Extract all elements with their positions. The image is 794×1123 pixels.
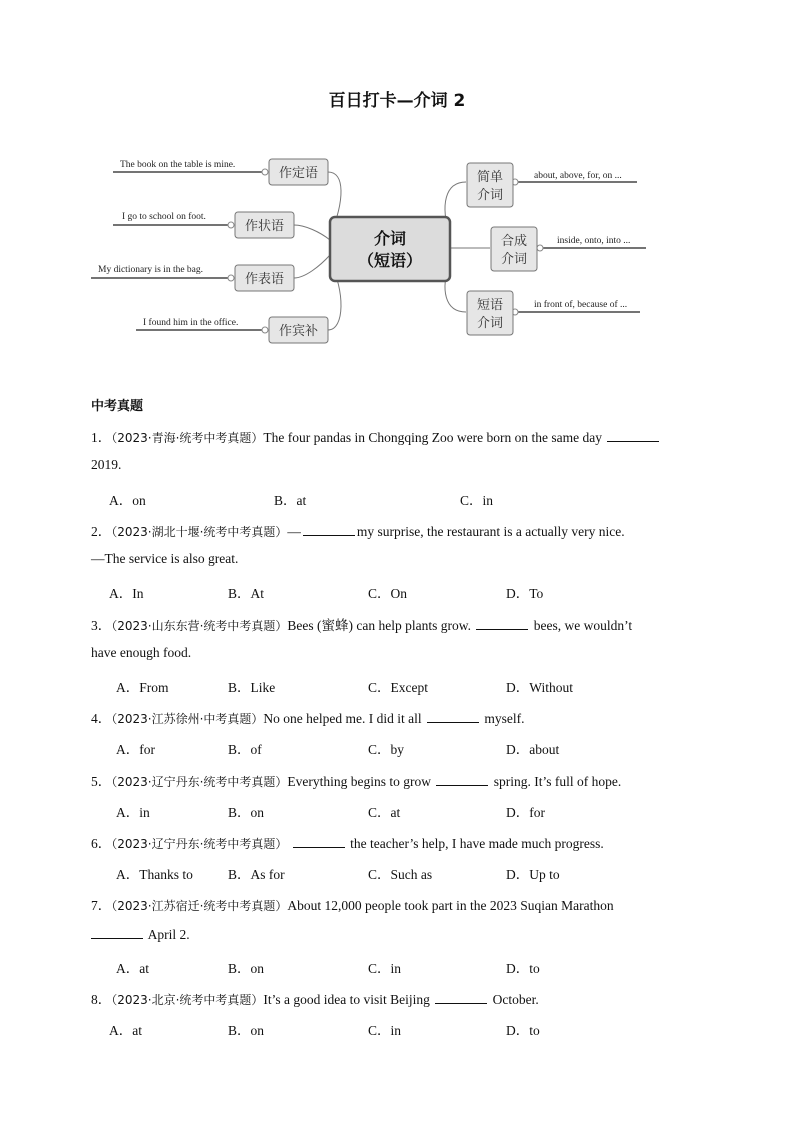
option-a[interactable]: A．Thanks to (116, 867, 193, 882)
question-source: （2023·辽宁丹东·统考中考真题） (111, 837, 288, 851)
question-stem-pre: About 12,000 people took part in the 2023 Suqian Marathon (287, 898, 614, 913)
question-number: 7． (91, 898, 112, 913)
option-b[interactable]: B．at (274, 493, 307, 508)
question-number: 3． (91, 618, 112, 633)
option-c[interactable]: C．On (368, 586, 408, 601)
option-b[interactable]: B．on (228, 805, 265, 820)
answer-blank[interactable] (293, 835, 345, 848)
left-node-label: 作宾补 (278, 324, 319, 339)
question-stem-post: bees, we wouldn’t (533, 618, 633, 633)
right-node-phrasal (467, 291, 627, 335)
right-node-simple (467, 163, 622, 207)
question-stem-post: April 2. (147, 927, 190, 942)
left-node-example: My dictionary is in the bag. (98, 265, 204, 275)
option-b[interactable]: B．of (228, 742, 262, 757)
right-node-line2: 介词 (476, 316, 504, 331)
option-d[interactable]: D．for (506, 805, 545, 820)
option-c[interactable]: C．by (368, 742, 405, 757)
question-source: （2023·湖北十堰·统考中考真题） (111, 525, 288, 539)
question-stem-post: October. (492, 992, 539, 1007)
left-node-label: 作状语 (244, 219, 285, 234)
section-title: 中考真题 (91, 399, 144, 414)
question-source: （2023·辽宁丹东·统考中考真题） (111, 775, 288, 789)
answer-blank[interactable] (91, 926, 143, 939)
answer-blank[interactable] (427, 710, 479, 723)
question-number: 2． (91, 524, 112, 539)
right-node-line1: 短语 (476, 298, 504, 313)
center-line2: （短语） (357, 251, 423, 270)
answer-blank[interactable] (476, 617, 528, 630)
question-continuation (91, 926, 190, 943)
question-continuation: have enough food. (91, 645, 192, 660)
option-d[interactable]: D．To (506, 586, 544, 601)
right-node-line2: 介词 (500, 252, 528, 267)
option-a[interactable]: A．in (116, 805, 150, 820)
option-a[interactable]: A．In (109, 586, 144, 601)
answer-blank[interactable] (607, 429, 659, 442)
page-title: 百日打卡—介词 2 (328, 91, 466, 111)
center-node (330, 217, 450, 281)
left-node-example: I found him in the office. (143, 318, 239, 328)
option-a[interactable]: A．on (109, 493, 146, 508)
question-stem-pre: Everything begins to grow (287, 774, 432, 789)
question-continuation: 2019. (91, 457, 122, 472)
question-number: 6． (91, 836, 112, 851)
answer-blank[interactable] (436, 773, 488, 786)
question-source: （2023·山东东营·统考中考真题） (111, 619, 288, 633)
question-1 (91, 426, 661, 446)
question-stem-post: my surprise, the restaurant is a actually very nice. (356, 524, 625, 539)
right-node-compound (491, 227, 630, 271)
question-stem-pre: It’s a good idea to visit Beijing (263, 992, 430, 1007)
question-6 (91, 832, 604, 852)
option-c[interactable]: C．in (368, 1023, 402, 1038)
left-node-label: 作表语 (244, 272, 285, 287)
question-source: （2023·江苏徐州·中考真题） (111, 712, 264, 726)
option-b[interactable]: B．As for (228, 867, 285, 882)
left-node-label: 作定语 (278, 166, 319, 181)
question-stem-post: spring. It’s full of hope. (493, 774, 622, 789)
option-d[interactable]: D．Without (506, 680, 573, 695)
question-2 (91, 520, 625, 540)
question-8 (91, 988, 539, 1008)
right-node-line1: 简单 (476, 170, 504, 185)
question-number: 4． (91, 711, 112, 726)
center-line1: 介词 (373, 229, 407, 248)
question-stem-pre: Bees (蜜蜂) can help plants grow. (287, 618, 471, 633)
right-node-line2: 介词 (476, 188, 504, 203)
answer-blank[interactable] (303, 523, 355, 536)
question-3 (91, 614, 632, 634)
right-node-example: inside, onto, into ... (557, 236, 631, 246)
option-c[interactable]: C．in (460, 493, 494, 508)
right-node-example: in front of, because of ... (534, 300, 628, 310)
question-stem-pre: No one helped me. I did it all (263, 711, 422, 726)
option-b[interactable]: B．At (228, 586, 265, 601)
option-d[interactable]: D．Up to (506, 867, 560, 882)
question-number: 1． (91, 430, 112, 445)
answer-blank[interactable] (435, 991, 487, 1004)
question-source: （2023·江苏宿迁·统考中考真题） (111, 899, 288, 913)
question-4 (91, 707, 525, 727)
right-node-line1: 合成 (500, 234, 528, 249)
option-c[interactable]: C．Except (368, 680, 428, 695)
option-a[interactable]: A．at (109, 1023, 142, 1038)
question-stem-post: the teacher’s help, I have made much progress. (350, 836, 604, 851)
question-stem-pre: — (287, 524, 301, 539)
question-stem: The four pandas in Chongqing Zoo were born on the same day (263, 430, 602, 445)
question-source: （2023·北京·统考中考真题） (111, 993, 264, 1007)
question-continuation: —The service is also great. (91, 551, 239, 566)
option-d[interactable]: D．to (506, 1023, 540, 1038)
question-5 (91, 770, 621, 790)
option-c[interactable]: C．in (368, 961, 402, 976)
option-a[interactable]: A．at (116, 961, 149, 976)
question-7 (91, 894, 614, 914)
question-source: （2023·青海·统考中考真题） (111, 431, 264, 445)
question-stem-post: myself. (484, 711, 525, 726)
option-a[interactable]: A．for (116, 742, 155, 757)
question-number: 5． (91, 774, 112, 789)
option-c[interactable]: C．Such as (368, 867, 433, 882)
option-b[interactable]: B．Like (228, 680, 276, 695)
right-node-example: about, above, for, on ... (534, 171, 622, 181)
question-number: 8． (91, 992, 112, 1007)
option-a[interactable]: A．From (116, 680, 169, 695)
left-node-example: The book on the table is mine. (120, 160, 236, 170)
option-d[interactable]: D．about (506, 742, 560, 757)
mind-map (0, 140, 794, 350)
option-b[interactable]: B．on (228, 961, 265, 976)
option-c[interactable]: C．at (368, 805, 401, 820)
option-b[interactable]: B．on (228, 1023, 265, 1038)
option-d[interactable]: D．to (506, 961, 540, 976)
left-node-example: I go to school on foot. (122, 212, 206, 222)
